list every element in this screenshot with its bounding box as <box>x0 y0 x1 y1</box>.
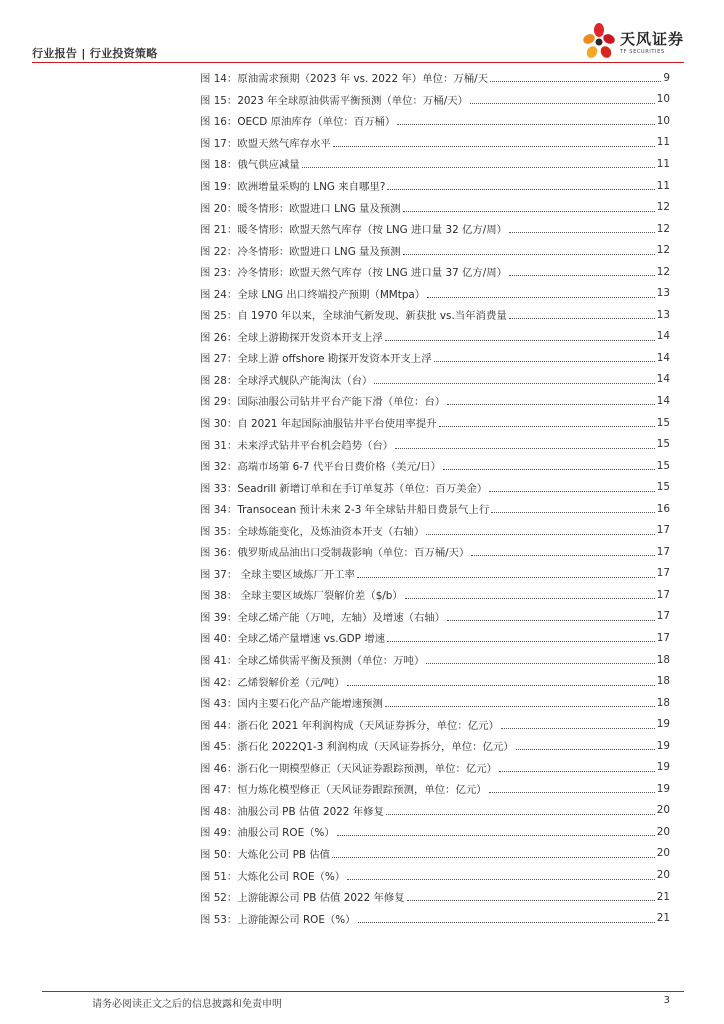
figure-title: 全球主要区域炼厂开工率 <box>237 568 355 581</box>
toc-entry[interactable] <box>200 864 670 886</box>
toc-entry[interactable] <box>200 89 670 111</box>
toc-entry[interactable] <box>200 498 670 520</box>
toc-page-number: 11 <box>656 179 670 192</box>
figure-number: 图 45： <box>200 741 238 754</box>
figure-title: 冷冬情形：欧盟天然气库存（按 LNG 进口量 37 亿方/周） <box>237 267 508 280</box>
toc-entry[interactable] <box>200 153 670 175</box>
toc-entry[interactable] <box>200 110 670 132</box>
dot-leader <box>385 698 655 707</box>
figure-title: 上游能源公司 PB 估值 2022 年修复 <box>237 892 405 905</box>
figure-number: 图 28： <box>200 374 238 387</box>
toc-page-number: 15 <box>656 459 670 472</box>
toc-entry[interactable] <box>200 67 670 89</box>
toc-entry[interactable] <box>200 907 670 929</box>
dot-leader <box>333 138 655 147</box>
dot-leader <box>403 203 655 212</box>
footer-disclaimer: 请务必阅读正文之后的信息披露和免责申明 <box>92 999 282 1010</box>
figure-title: 俄罗斯成品油出口受制裁影响（单位：百万桶/天） <box>237 547 470 560</box>
figure-title: 全球乙烯产能（万吨，左轴）及增速（右轴） <box>237 611 446 624</box>
figure-number: 图 50： <box>200 848 238 861</box>
figure-title: 暖冬情形：欧盟天然气库存（按 LNG 进口量 32 亿方/周） <box>237 224 508 237</box>
toc-page-number: 21 <box>656 912 670 925</box>
figure-title: 油服公司 PB 估值 2022 年修复 <box>237 805 384 818</box>
figure-number: 图 22： <box>200 245 238 258</box>
figure-number: 图 37： <box>200 568 238 581</box>
toc-entry[interactable] <box>200 390 670 412</box>
figure-number: 图 33： <box>200 482 238 495</box>
toc-page-number: 14 <box>656 394 670 407</box>
toc-page-number: 19 <box>656 782 670 795</box>
figure-title: 暖冬情形：欧盟进口 LNG 量及预测 <box>237 202 401 215</box>
dot-leader <box>491 504 654 513</box>
toc-entry[interactable] <box>200 304 670 326</box>
dot-leader <box>357 569 655 578</box>
dot-leader <box>332 849 655 858</box>
toc-page-number: 10 <box>656 114 670 127</box>
figure-title: 欧洲增量采购的 LNG 来自哪里? <box>237 181 386 193</box>
toc-entry[interactable] <box>200 433 670 455</box>
figure-title: 全球上游 offshore 勘探开发资本开支上浮 <box>237 353 432 366</box>
dot-leader <box>434 353 655 362</box>
dot-leader <box>397 116 654 125</box>
figure-title: 全球乙烯供需平衡及预测（单位：万吨） <box>237 655 425 668</box>
dot-leader <box>471 547 654 556</box>
dot-leader <box>374 375 654 384</box>
figure-title: 乙烯裂解价差（元/吨） <box>237 676 345 689</box>
dot-leader <box>387 181 654 190</box>
dot-leader <box>337 827 655 836</box>
dot-leader <box>395 440 655 449</box>
dot-leader <box>489 483 654 492</box>
dot-leader <box>347 677 655 686</box>
figure-title: 冷冬情形：欧盟进口 LNG 量及预测 <box>237 245 401 258</box>
figure-title: 上游能源公司 ROE（%） <box>237 913 356 926</box>
toc-entry[interactable] <box>200 282 670 304</box>
logo-english-name: TF SECURITIES <box>619 49 665 55</box>
dot-leader <box>426 655 654 664</box>
figure-number: 图 30： <box>200 418 238 431</box>
toc-page-number: 21 <box>656 890 670 903</box>
figure-number: 图 48： <box>200 805 238 818</box>
toc-entry[interactable] <box>200 778 670 800</box>
dot-leader <box>499 763 655 772</box>
toc-page-number: 14 <box>656 330 670 343</box>
figure-number: 图 34： <box>200 504 238 517</box>
figure-title: OECD 原油库存（单位：百万桶） <box>237 116 396 129</box>
toc-entry[interactable] <box>200 886 670 908</box>
toc-page-number: 11 <box>656 136 670 149</box>
dot-leader <box>387 633 655 642</box>
figure-title: 恒力炼化模型修正（天风证券跟踪预测，单位：亿元） <box>237 784 487 797</box>
toc-entry[interactable] <box>200 132 670 154</box>
toc-page-number: 15 <box>656 438 670 451</box>
toc-page-number: 20 <box>656 804 670 817</box>
figure-number: 图 14： <box>200 73 238 86</box>
figure-number: 图 38： <box>200 590 238 603</box>
figure-title: 大炼化公司 PB 估值 <box>237 848 331 861</box>
figure-title: 全球 LNG 出口终端投产预期（MMtpa） <box>237 288 426 301</box>
toc-page-number: 13 <box>656 287 670 300</box>
toc-entry[interactable] <box>200 196 670 218</box>
toc-entry[interactable] <box>200 563 670 585</box>
toc-entry[interactable] <box>200 455 670 477</box>
dot-leader <box>386 806 655 815</box>
flower-logo-icon <box>581 22 617 62</box>
figure-title: 油服公司 ROE（%） <box>237 827 335 840</box>
toc-page-number: 12 <box>656 222 670 235</box>
figure-title: 国内主要石化产品产能增速预测 <box>237 698 383 711</box>
figure-number: 图 41： <box>200 655 238 668</box>
toc-entry[interactable] <box>200 218 670 240</box>
dot-leader <box>405 590 655 599</box>
toc-entry[interactable] <box>200 369 670 391</box>
figure-number: 图 43： <box>200 698 238 711</box>
toc-entry[interactable] <box>200 843 670 865</box>
figure-number: 图 24： <box>200 288 238 301</box>
figure-number: 图 52： <box>200 892 238 905</box>
toc-entry[interactable] <box>200 606 670 628</box>
toc-entry[interactable] <box>200 541 670 563</box>
toc-page-number: 18 <box>656 653 670 666</box>
toc-entry[interactable] <box>200 800 670 822</box>
toc-entry[interactable] <box>200 821 670 843</box>
dot-leader <box>427 289 655 298</box>
figure-title: 自 1970 年以来，全球油气新发现、新获批 vs.当年消费量 <box>237 310 507 323</box>
figure-number: 图 49： <box>200 827 238 840</box>
figure-number: 图 39： <box>200 611 238 624</box>
figure-title: 浙石化 2022Q1-3 利润构成（天风证券拆分，单位：亿元） <box>237 741 514 754</box>
toc-page-number: 13 <box>656 308 670 321</box>
figure-title: 全球浮式舰队产能淘汰（台） <box>237 374 373 387</box>
dot-leader <box>447 396 655 405</box>
figure-title: 全球乙烯产量增速 vs.GDP 增速 <box>237 633 386 646</box>
figure-title: 俄气供应减量 <box>237 159 300 172</box>
figure-number: 图 26： <box>200 331 238 344</box>
dot-leader <box>470 95 655 104</box>
toc-page-number: 17 <box>656 567 670 580</box>
dot-leader <box>443 461 655 470</box>
figure-title: 大炼化公司 ROE（%） <box>237 870 346 883</box>
figure-title: 国际油服公司钻井平台产能下滑（单位：台） <box>237 396 446 409</box>
figure-title: 欧盟天然气库存水平 <box>237 137 331 150</box>
figure-number: 图 16： <box>200 116 238 129</box>
figure-number: 图 15： <box>200 94 238 107</box>
figure-number: 图 53： <box>200 913 238 926</box>
toc-entry[interactable] <box>200 670 670 692</box>
toc-entry[interactable] <box>200 692 670 714</box>
dot-leader <box>302 159 655 168</box>
toc-page-number: 20 <box>656 847 670 860</box>
dot-leader <box>403 246 655 255</box>
toc-page-number: 19 <box>656 718 670 731</box>
dot-leader <box>426 526 654 535</box>
figure-title: Transocean 预计未来 2-3 年全球钻井船日费景气上行 <box>237 504 490 517</box>
toc-page-number: 17 <box>656 610 670 623</box>
toc-page-number: 12 <box>656 201 670 214</box>
toc-page-number: 11 <box>656 157 670 170</box>
dot-leader <box>358 914 655 923</box>
dot-leader <box>509 267 655 276</box>
figure-number: 图 46： <box>200 762 238 775</box>
header-divider <box>32 62 684 63</box>
toc-entry[interactable] <box>200 175 670 197</box>
dot-leader <box>509 224 655 233</box>
dot-leader <box>385 332 655 341</box>
toc-entry[interactable] <box>200 627 670 649</box>
figure-title: 全球主要区域炼厂裂解价差（$/b） <box>237 590 403 603</box>
toc-page-number: 10 <box>656 93 670 106</box>
figure-number: 图 20： <box>200 202 238 215</box>
figure-title: 浙石化 2021 年利润构成（天风证券拆分，单位：亿元） <box>237 719 499 732</box>
toc-entry[interactable] <box>200 757 670 779</box>
figure-number: 图 51： <box>200 870 238 883</box>
toc-page-number: 14 <box>656 351 670 364</box>
toc-entry[interactable] <box>200 735 670 757</box>
dot-leader <box>516 741 655 750</box>
figure-number: 图 40： <box>200 633 238 646</box>
figure-number: 图 27： <box>200 353 238 366</box>
dot-leader <box>447 612 655 621</box>
toc-entry[interactable] <box>200 239 670 261</box>
toc-page-number: 20 <box>656 825 670 838</box>
figure-number: 图 18： <box>200 159 238 172</box>
figure-number: 图 35： <box>200 525 238 538</box>
toc-page-number: 19 <box>656 739 670 752</box>
figure-number: 图 23： <box>200 267 238 280</box>
toc-entry[interactable] <box>200 584 670 606</box>
logo-chinese-name: 天风证券 <box>619 30 684 48</box>
toc-page-number: 14 <box>656 373 670 386</box>
dot-leader <box>490 73 661 82</box>
figure-number: 图 17： <box>200 137 238 150</box>
figure-title: 高端市场第 6-7 代平台日费价格（美元/日） <box>237 461 442 474</box>
toc-page-number: 18 <box>656 675 670 688</box>
toc-page-number: 17 <box>656 524 670 537</box>
toc-page-number: 17 <box>656 588 670 601</box>
figure-number: 图 21： <box>200 224 238 237</box>
figure-number: 图 29： <box>200 396 238 409</box>
figure-title: 全球上游勘探开发资本开支上浮 <box>237 331 383 344</box>
toc-entry[interactable] <box>200 261 670 283</box>
toc-page-number: 16 <box>656 502 670 515</box>
dot-leader <box>501 720 655 729</box>
figure-number: 图 44： <box>200 719 238 732</box>
figure-title: 原油需求预期（2023 年 vs. 2022 年）单位：万桶/天 <box>237 73 489 86</box>
dot-leader <box>347 871 655 880</box>
toc-page-number: 17 <box>656 631 670 644</box>
figure-number: 图 31： <box>200 439 238 452</box>
toc-page-number: 12 <box>656 265 670 278</box>
figure-number: 图 32： <box>200 461 238 474</box>
toc-entry[interactable] <box>200 713 670 735</box>
dot-leader <box>509 310 655 319</box>
figure-index-list <box>200 67 670 929</box>
toc-entry[interactable] <box>200 476 670 498</box>
figure-title: 2023 年全球原油供需平衡预测（单位：万桶/天） <box>237 94 468 107</box>
toc-page-number: 20 <box>656 869 670 881</box>
toc-page-number: 9 <box>663 71 670 84</box>
figure-number: 图 19： <box>200 181 238 193</box>
toc-entry[interactable] <box>200 519 670 541</box>
toc-page-number: 12 <box>656 244 670 257</box>
figure-number: 图 36： <box>200 547 238 560</box>
toc-page-number: 19 <box>656 761 670 774</box>
figure-title: 全球炼能变化，及炼油资本开支（右轴） <box>237 525 425 538</box>
figure-number: 图 42： <box>200 676 238 689</box>
footer-divider <box>42 991 684 992</box>
toc-entry[interactable] <box>200 412 670 434</box>
figure-title: 自 2021 年起国际油服钻井平台使用率提升 <box>237 418 437 431</box>
figure-title: Seadrill 新增订单和在手订单复苏（单位：百万美金） <box>237 482 488 495</box>
figure-number: 图 25： <box>200 310 238 323</box>
figure-number: 图 47： <box>200 784 238 797</box>
dot-leader <box>439 418 655 427</box>
figure-title: 未来浮式钻井平台机会趋势（台） <box>237 439 394 452</box>
figure-title: 浙石化一期模型修正（天风证券跟踪预测，单位：亿元） <box>237 762 498 775</box>
page-number: 3 <box>663 995 670 1006</box>
toc-page-number: 17 <box>656 545 670 558</box>
dot-leader <box>489 784 655 793</box>
toc-page-number: 15 <box>656 416 670 429</box>
dot-leader <box>407 892 655 901</box>
toc-entry[interactable] <box>200 347 670 369</box>
toc-entry[interactable] <box>200 649 670 671</box>
report-breadcrumb: 行业报告 | 行业投资策略 <box>32 47 158 60</box>
tf-securities-logo <box>581 22 684 62</box>
toc-page-number: 18 <box>656 696 670 709</box>
toc-entry[interactable] <box>200 326 670 348</box>
toc-page-number: 15 <box>656 481 670 494</box>
